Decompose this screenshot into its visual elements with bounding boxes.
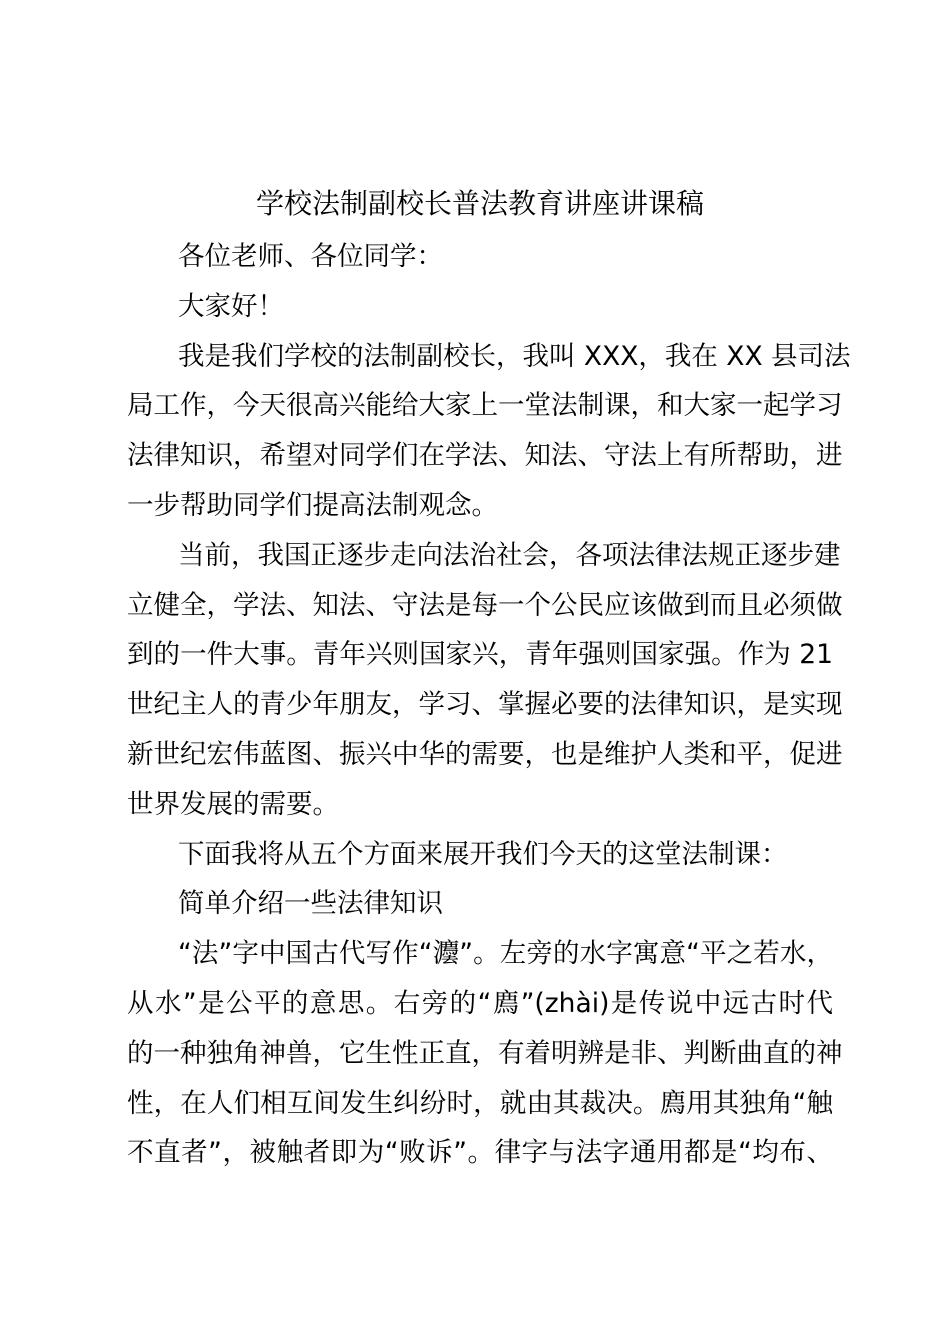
section-heading: 简单介绍一些法律知识 [178,888,443,920]
text-line: 立健全，学法、知法、守法是每一个公民应该做到而且必须做 [127,589,843,621]
text-line: 大家好！ [178,290,284,322]
text-line: 世界发展的需要。 [127,788,339,820]
document-body [127,232,851,1178]
text-line: 我是我们学校的法制副校长，我叫 XXX，我在 XX 县司法 [178,340,851,372]
document-title: 学校法制副校长普法教育讲座讲课稿 [255,187,704,220]
text-line: 下面我将从五个方面来展开我们今天的这堂法制课： [178,838,788,870]
text-line: 各位老师、各位同学： [178,241,443,272]
text-line: 的一种独角神兽，它生性正直，有着明辨是非、判断曲直的神 [127,1037,843,1069]
text-line: 性，在人们相互间发生纠纷时，就由其裁决。廌用其独角“触 [127,1087,833,1119]
text-line: 法律知识，希望对同学们在学法、知法、守法上有所帮助，进 [127,440,843,472]
text-line: 到的一件大事。青年兴则国家兴，青年强则国家强。作为 21 [127,639,833,671]
text-line: “法”字中国古代写作“灋”。左旁的水字寓意“平之若水， [178,938,833,970]
text-line: 从水”是公平的意思。右旁的“廌”(zhài)是传说中远古时代 [127,987,833,1019]
text-line: 世纪主人的青少年朋友，学习、掌握必要的法律知识，是实现 [127,689,843,721]
text-line: 不直者”，被触者即为“败诉”。律字与法字通用都是“均布、 [127,1137,833,1169]
text-line: 当前，我国正逐步走向法治社会，各项法律法规正逐步建 [178,539,841,571]
text-line: 新世纪宏伟蓝图、振兴中华的需要，也是维护人类和平，促进 [127,738,843,770]
text-line: 局工作，今天很高兴能给大家上一堂法制课，和大家一起学习 [127,390,843,422]
text-line: 一步帮助同学们提高法制观念。 [127,489,498,521]
